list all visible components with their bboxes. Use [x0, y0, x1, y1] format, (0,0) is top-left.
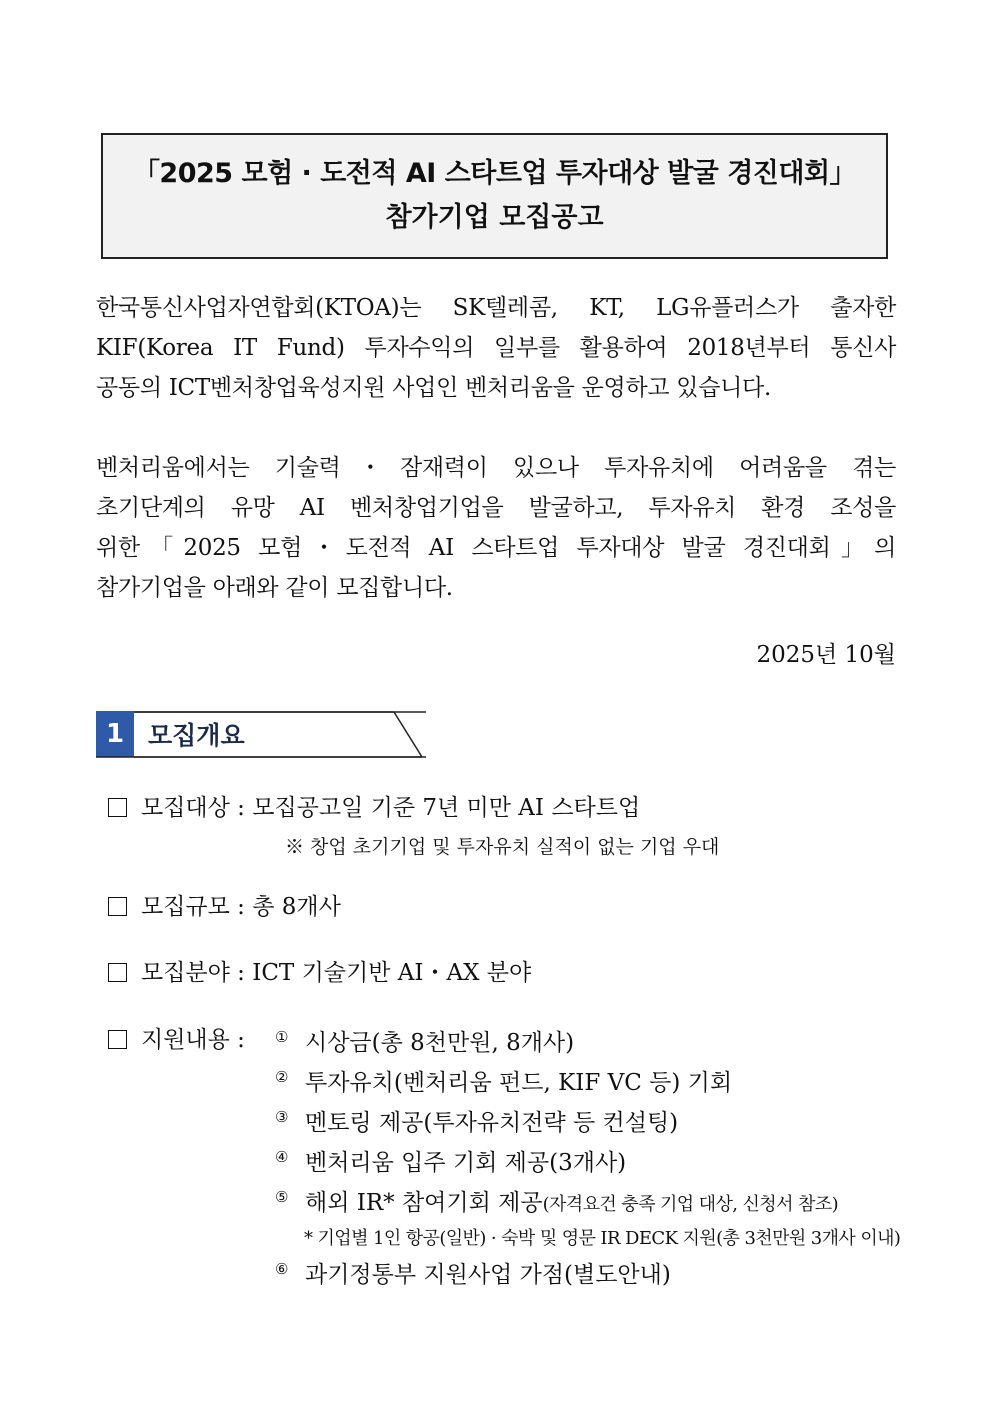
purpose-line: 위한「2025 모험・도전적 AI 스타트업 투자대상 발굴 경진대회」의 — [96, 535, 896, 561]
support-text: 멘토링 제공(투자유치전략 등 컨설팅) — [305, 1110, 679, 1136]
target-note: ※ 창업 초기기업 및 투자유치 실적이 없는 기업 우대 — [285, 836, 720, 858]
intro-paragraph — [96, 288, 896, 408]
circled-number: ③ — [275, 1108, 289, 1126]
item-label: 지원내용 — [141, 1027, 230, 1053]
purpose-line: 벤처리움에서는 기술력・잠재력이 있으나 투자유치에 어려움을 겪는 — [96, 455, 896, 481]
page-title: 「2025 모험 · 도전적 AI 스타트업 투자대상 발굴 경진대회」 — [132, 158, 857, 189]
support-text: 투자유치(벤처리움 펀드, KIF VC 등) 기회 — [305, 1070, 733, 1096]
checkbox-square-icon — [108, 963, 127, 982]
section-header-shape — [96, 711, 426, 759]
circled-number: ④ — [275, 1148, 289, 1166]
circled-number: ① — [275, 1028, 289, 1046]
section-header — [96, 711, 426, 759]
circled-number: ② — [275, 1068, 289, 1086]
support-small-note: (자격요건 충족 기업 대상, 신청서 참조) — [542, 1194, 838, 1215]
intro-line: 공동의 ICT벤처창업육성지원 사업인 벤처리움을 운영하고 있습니다. — [96, 375, 771, 401]
intro-line: 한국통신사업자연합회(KTOA)는 SK텔레콤, KT, LG유플러스가 출자한 — [96, 295, 896, 321]
support-text: 과기정통부 지원사업 가점(별도안내) — [305, 1262, 671, 1288]
item-scale: 모집규모 : 총 8개사 — [108, 891, 341, 923]
item-label: 모집분야 — [141, 960, 230, 986]
item-value: ICT 기술기반 AI・AX 분야 — [252, 960, 532, 986]
support-text: 벤처리움 입주 기회 제공(3개사) — [305, 1150, 627, 1176]
support-text: 시상금(총 8천만원, 8개사) — [305, 1030, 575, 1056]
checkbox-square-icon — [108, 798, 127, 817]
support-item — [275, 1144, 626, 1177]
circled-number: ⑤ — [275, 1188, 289, 1206]
purpose-paragraph — [96, 448, 896, 608]
section-title: 모집개요 — [148, 721, 245, 750]
support-item — [275, 1256, 671, 1289]
checkbox-square-icon — [108, 897, 127, 916]
item-support: 지원내용 : — [108, 1024, 245, 1056]
support-text: 해외 IR* 참여기회 제공 — [305, 1190, 543, 1216]
support-subnote: * 기업별 1인 항공(일반) · 숙박 및 영문 IR DECK 지원(총 3천만원 3개사 이내) — [304, 1228, 901, 1249]
item-value: 총 8개사 — [252, 894, 341, 920]
circled-number: ⑥ — [275, 1260, 289, 1278]
support-item — [275, 1184, 838, 1217]
announcement-date: 2025년 10월 — [756, 642, 896, 668]
item-value: 모집공고일 기준 7년 미만 AI 스타트업 — [252, 795, 641, 821]
section-number: 1 — [105, 719, 125, 749]
support-item — [275, 1024, 574, 1057]
item-target: 모집대상 : 모집공고일 기준 7년 미만 AI 스타트업 — [108, 792, 640, 824]
support-item — [275, 1064, 732, 1097]
page-subtitle: 참가기업 모집공고 — [385, 202, 604, 233]
item-label: 모집대상 — [141, 795, 230, 821]
purpose-line: 참가기업을 아래와 같이 모집합니다. — [96, 575, 453, 601]
title-box — [101, 133, 888, 259]
checkbox-square-icon — [108, 1030, 127, 1049]
intro-line: KIF(Korea IT Fund) 투자수익의 일부를 활용하여 2018년부터 통신사 — [96, 335, 896, 361]
purpose-line: 초기단계의 유망 AI 벤처창업기업을 발굴하고, 투자유치 환경 조성을 — [96, 495, 896, 521]
item-field: 모집분야 : ICT 기술기반 AI・AX 분야 — [108, 957, 531, 989]
item-label: 모집규모 — [141, 894, 230, 920]
support-item — [275, 1104, 678, 1137]
